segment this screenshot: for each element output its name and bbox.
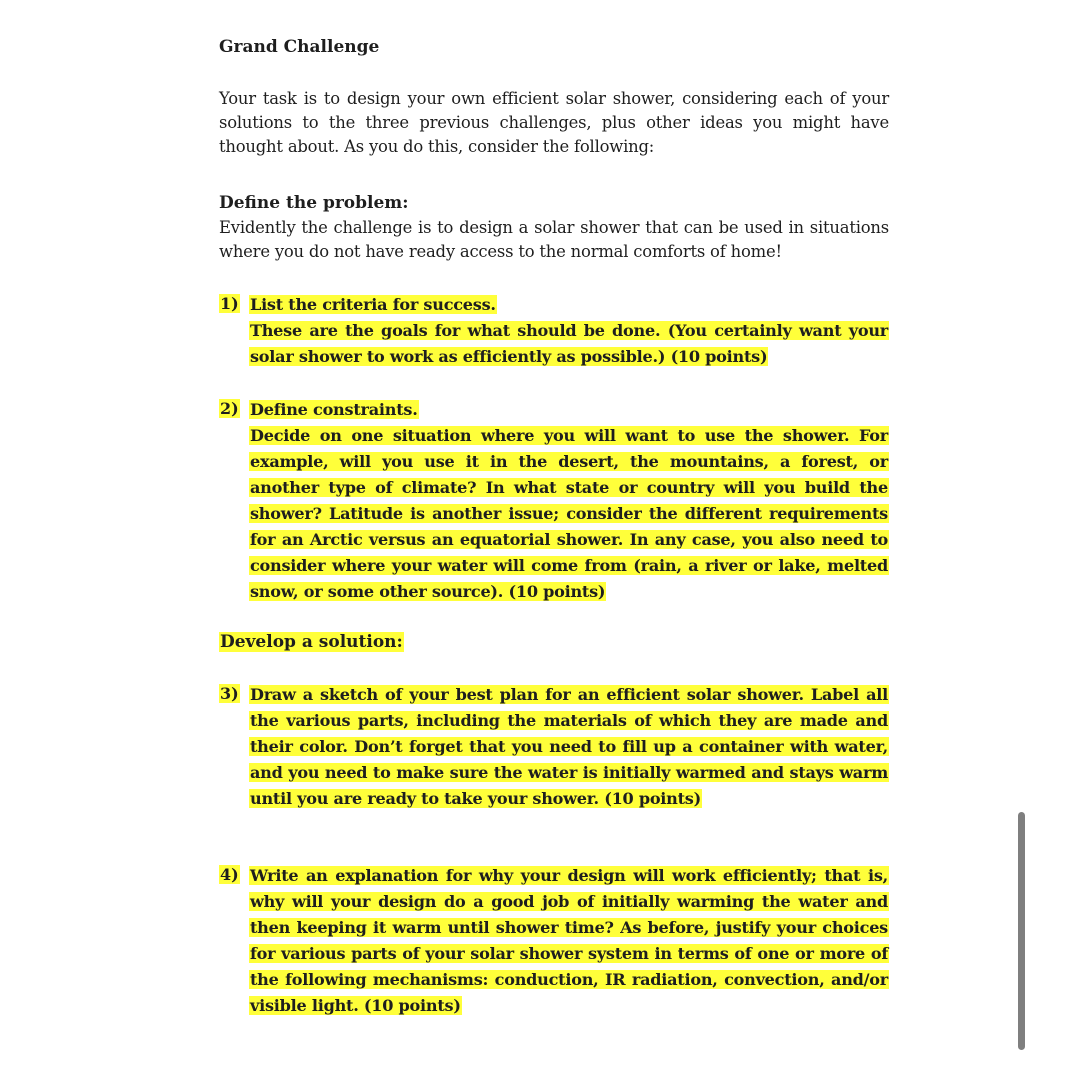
item-number: 4) xyxy=(220,865,239,884)
list-item xyxy=(219,863,889,1019)
define-problem-heading: Define the problem: xyxy=(219,193,409,213)
list-item xyxy=(219,292,889,370)
develop-solution-heading: Develop a solution: xyxy=(220,632,403,652)
item-text: These are the goals for what should be done. (You certainly want your solar shower to work as efficiently as possible.) (10 points) xyxy=(250,321,888,366)
item-number: 1) xyxy=(220,294,239,313)
intro-paragraph: Your task is to design your own efficient solar shower, considering each of your solutions to the three previous challenges, plus other ideas you might have thought about. As you do this, consider the following: xyxy=(219,89,889,156)
list-item xyxy=(219,397,889,605)
item-number: 2) xyxy=(220,399,239,418)
list-item xyxy=(219,682,889,812)
item-text: Write an explanation for why your design will work efficiently; that is, why will your design do a good job of initially warming the water and then keeping it warm until shower time? As before, justify your choices for various parts of your solar shower system in terms of one or more of the following mechanisms: conduction, IR radiation, convection, and/or visible light. (10 points) xyxy=(250,866,888,1015)
item-text: Draw a sketch of your best plan for an efficient solar shower. Label all the various parts, including the materials of which they are made and their color. Don’t forget that you need to fill up a container with water, and you need to make sure the water is initially warmed and stays warm until you are ready to take your shower. (10 points) xyxy=(250,685,888,808)
page-title: Grand Challenge xyxy=(219,37,380,57)
item-text: Decide on one situation where you will want to use the shower. For example, will you use it in the desert, the mountains, a forest, or another type of climate? In what state or country will you build the shower? Latitude is another issue; consider the different requirements for an Arctic versus an equatorial shower. In any case, you also need to consider where your water will come from (rain, a river or lake, melted snow, or some other source). (10 points) xyxy=(250,426,888,601)
item-number: 3) xyxy=(220,684,239,703)
item-title: List the criteria for success. xyxy=(250,295,496,314)
scrollbar[interactable] xyxy=(1018,812,1025,1050)
define-problem-text: Evidently the challenge is to design a solar shower that can be used in situations where you do not have ready access to the normal comforts of home! xyxy=(219,218,889,261)
item-title: Define constraints. xyxy=(250,400,418,419)
